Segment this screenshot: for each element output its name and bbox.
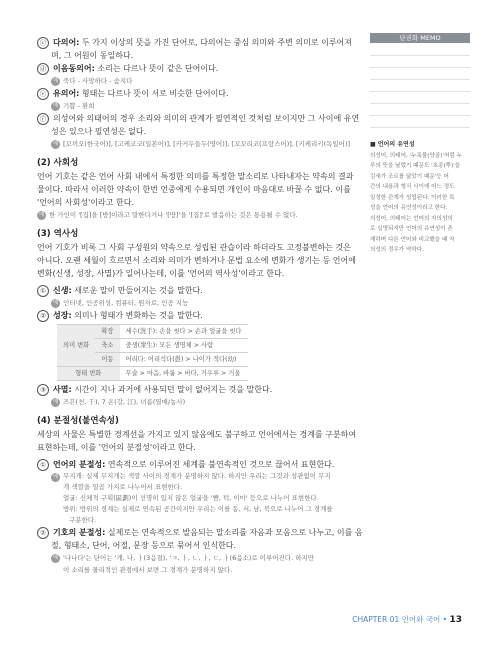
memo-note-line: 김새가 조르를 닮았기 때문'등 어 (370, 173, 449, 180)
example-icon: 예 (52, 140, 59, 147)
section-para-line: 아니다. 오랜 세월이 흐르면서 소리와 의미가 변하거나 문법 요소에 변화가 생기는 등 언어에 (37, 256, 356, 265)
example-line (37, 396, 363, 408)
main-content (37, 36, 363, 576)
item-birth (37, 284, 363, 297)
table-rowhead: 형태 변화 (57, 367, 120, 381)
table-subhead: 축소 (95, 339, 119, 353)
item-growth (37, 309, 363, 322)
example-line (37, 297, 363, 309)
item-number: ② (37, 527, 49, 539)
section-title-sociality: (2) 사회성 (37, 158, 79, 168)
bullet-text: 얼굴: 신체적 구획(區劃)이 선명히 있지 않은 얼굴을 '뺨, 턱, 이마' 등으로 나누어 표현한다. (63, 494, 319, 502)
item-synonym-sound (37, 62, 363, 75)
memo-note-line: 의성어, 의태어, '누룩물(양골)'처럼 누 (370, 152, 462, 159)
item-synonym (37, 87, 363, 100)
change-table (57, 324, 248, 381)
term-label: 다의어: (53, 38, 80, 47)
term-label: 사멸: (53, 385, 72, 394)
section-para-line: 변화(신생, 성장, 사멸)가 일어나는데, 이를 '언어의 역사성'이라고 한다. (37, 269, 285, 278)
term-text-cont: 절, 형태소, 단어, 어절, 문장 등으로 묶어서 인식한다. (51, 541, 237, 550)
section-para-line: '언어의 사회성'이라고 한다. (37, 198, 135, 207)
item-sign-segmentation (37, 526, 363, 539)
memo-rule (370, 55, 470, 56)
section-para-line: 언어 기호가 비록 그 사회 구성원의 약속으로 성립된 관습이라 하더라도 고정불변하는 것은 (37, 243, 351, 252)
bullet-line (51, 515, 363, 526)
example-block (37, 471, 363, 526)
item-number: ⓓ (37, 63, 49, 75)
table-cell: 세수(洗手): 손을 씻다 > 손과 얼굴을 씻다 (120, 325, 248, 339)
example-text: 기쁨 - 환희 (63, 102, 95, 110)
example-text: '나나다'는 단어는 '개, 나, ㅏ(3음절), 'ㅋ, ㅏ, ㄴ, ㅏ, ㄷ, ㅏ(6음소)로 이루어진다. 하지만 (63, 554, 315, 562)
section-title-historicity: (3) 역사성 (37, 229, 79, 239)
item-text: 의성어와 의태어의 경우 소리와 의미의 관계가 필연적인 것처럼 보이지만 그 사이에 유연 (53, 114, 360, 123)
item-number: ③ (37, 384, 49, 396)
table-row (57, 367, 248, 381)
example-icon: 예 (38, 211, 45, 218)
memo-note-line: 의성의 경우가 약하다. (370, 247, 424, 253)
memo-rule (370, 127, 470, 128)
memo-note-line: 의성어, 의태어는 언어의 자의성의 (370, 215, 453, 222)
example-line (37, 100, 363, 112)
term-text: 소리는 다르나 뜻이 같은 단어이다. (94, 64, 219, 73)
memo-note-line: 일정한 관계가 성립된다. 이러한 특 (370, 194, 455, 201)
memo-rule (370, 91, 470, 92)
memo-sidebar (370, 33, 470, 253)
example-text: [꼬끼오(한국어)], [고케코코(일본어)], [카커두들두(영어)], [꼬꼬리코(프랑스어)], [키케리키(독일어)] (63, 140, 351, 148)
term-text: 시간이 지나 과거에 사용되던 말이 없어지는 것을 말한다. (71, 385, 273, 394)
memo-note-line: 루의 뜻을 날렸기 때문도 '초종(뿌)'을 (370, 163, 461, 169)
memo-note-line: 간의 내용과 형식 사이에 어느 정도 (370, 184, 455, 190)
table-row (57, 325, 248, 339)
example-text: 즈믄(천, 千), 7 온(강, 江), 녀름(열매/농사) (63, 398, 186, 406)
term-text: 형태는 다르나 뜻이 서로 비슷한 단어이다. (79, 89, 229, 98)
memo-note-title: ■ 언어의 유연성 (370, 141, 415, 148)
bullet-line (51, 482, 363, 493)
table-cell: 무술 > 마음, 바룹 > 바다, 거우루 > 거울 (120, 367, 248, 381)
table-subhead: 확장 (95, 325, 119, 339)
example-icon: 예 (52, 398, 59, 405)
term-text: 두 가지 이상의 뜻을 가진 단어로, 다의어는 중심 의미와 주변 의미로 이루어져 (79, 38, 353, 47)
example-line (37, 209, 363, 221)
item-polysemy (37, 36, 363, 49)
section-para-line: 표현하는데, 이를 '언어의 분절성'이라고 한다. (37, 443, 196, 452)
page-footer (352, 614, 462, 625)
memo-rule (370, 67, 470, 68)
memo-header: 단권화 MEMO (370, 33, 470, 43)
memo-rule (370, 79, 470, 80)
example-icon: 예 (52, 473, 59, 480)
table-subhead: 이동 (95, 353, 119, 367)
chapter-label: CHAPTER 01 언어와 국어 (352, 615, 441, 624)
bullet-text: 개 색깔을 일곱 가지로 나누어서 표현한다. (63, 483, 183, 491)
term-text: 의미나 형태가 변화하는 것을 말한다. (71, 311, 203, 320)
memo-rule (370, 115, 470, 116)
table-cell: 중생(衆生): 모든 생명체 > 사람 (120, 339, 248, 353)
bullet-line (51, 504, 363, 515)
section-para-line: 언어 기호는 같은 언어 사회 내에서 특정한 의미를 특정한 말소리로 나타내자는 약속의 결과 (37, 172, 354, 181)
term-label: 언어의 분절성: (53, 460, 106, 469)
bullet-line (51, 493, 363, 504)
term-label: 이음동의어: (53, 64, 95, 73)
item-text-cont: 성은 있으나 필연성은 없다. (51, 127, 147, 136)
term-text: 새로운 말이 만들어지는 것을 말한다. (71, 286, 203, 295)
item-number: ⓕ (37, 113, 49, 125)
item-onomatopoeia (37, 112, 363, 125)
bullet-text: 무지개: 실제 무지개는 색깔 사이의 경계가 분명하지 않다. 하지만 우리는 그것과 성관없이 무지 (63, 472, 331, 480)
bullet-text: 구분한다. (69, 516, 97, 524)
term-label: 신생: (53, 286, 72, 295)
item-number: ⓔ (37, 88, 49, 100)
example-icon: 예 (52, 554, 59, 561)
memo-note (370, 140, 470, 256)
example-text: 인터넷, 인공위성, 컴퓨터, 원자로, 인공 지능 (63, 299, 189, 307)
item-number: ① (37, 459, 49, 471)
memo-note-line: 재하며 다른 언어와 비교했을 때 자 (370, 236, 455, 243)
term-text-cont: 며, 그 어원이 동일하다. (51, 51, 134, 60)
section-title-segmentation: (4) 분절성(불연속성) (37, 416, 119, 426)
bullet-text: 방위: 방위의 경계는 실제로 연속된 공간이지만 우리는 이를 동, 서, 남, 북으로 나누어 그 경계를 (63, 505, 333, 513)
example-icon: 예 (52, 102, 59, 109)
example-text: 한 가인이 '[집]을 [방]이라고 말한다거나 '[방]'을 '[집]'로 발음하는 것은 통용될 수 없다. (49, 211, 298, 219)
example-line (37, 75, 363, 87)
memo-rule (370, 103, 470, 104)
term-text: 실제로는 연속적으로 발음되는 말소리를 자음과 모음으로 나누고, 이를 음 (105, 528, 363, 537)
example-text: 이 소리를 물리적인 관점에서 보면 그 경계가 분명하지 않다. (63, 566, 233, 574)
section-para-line: 물이다. 따라서 이러한 약속이 한번 언중에게 수용되면 개인이 마음대로 바꿀 수 없다. 이를 (37, 185, 351, 194)
term-label: 성장: (53, 311, 72, 320)
term-text: 연속적으로 이루어진 세계를 불연속적인 것으로 끊어서 표현한다. (105, 460, 335, 469)
footer-separator: • (440, 615, 450, 624)
page-number: 13 (449, 615, 462, 625)
term-label: 유의어: (53, 89, 80, 98)
memo-note-line: 로 실명되지만 언어의 유연성이 존 (370, 226, 453, 232)
item-language-segmentation (37, 458, 363, 471)
example-icon: 예 (52, 77, 59, 84)
item-extinction (37, 383, 363, 396)
example-line (37, 564, 363, 576)
section-para-line: 세상의 사물은 특별한 경계선을 가지고 있지 않음에도 불구하고 언어에서는 경계를 구분하여 (37, 430, 357, 439)
table-cell: 어리다: 어리석다(愚) > 나이가 적다(幼) (120, 353, 248, 367)
example-icon: 예 (52, 299, 59, 306)
item-number: ⓒ (37, 37, 49, 49)
example-line (37, 552, 363, 564)
term-label: 기호의 분절성: (53, 528, 106, 537)
memo-note-line: 성을 언어의 유연성이라고 한다. (370, 205, 448, 211)
table-rowhead: 의미 변화 (57, 325, 95, 367)
bullet-line (51, 471, 363, 482)
example-line (37, 138, 363, 150)
example-text: 죽다 - 사망하다 - 숨지다 (63, 77, 133, 85)
item-number: ② (37, 310, 49, 322)
item-number: ① (37, 285, 49, 297)
